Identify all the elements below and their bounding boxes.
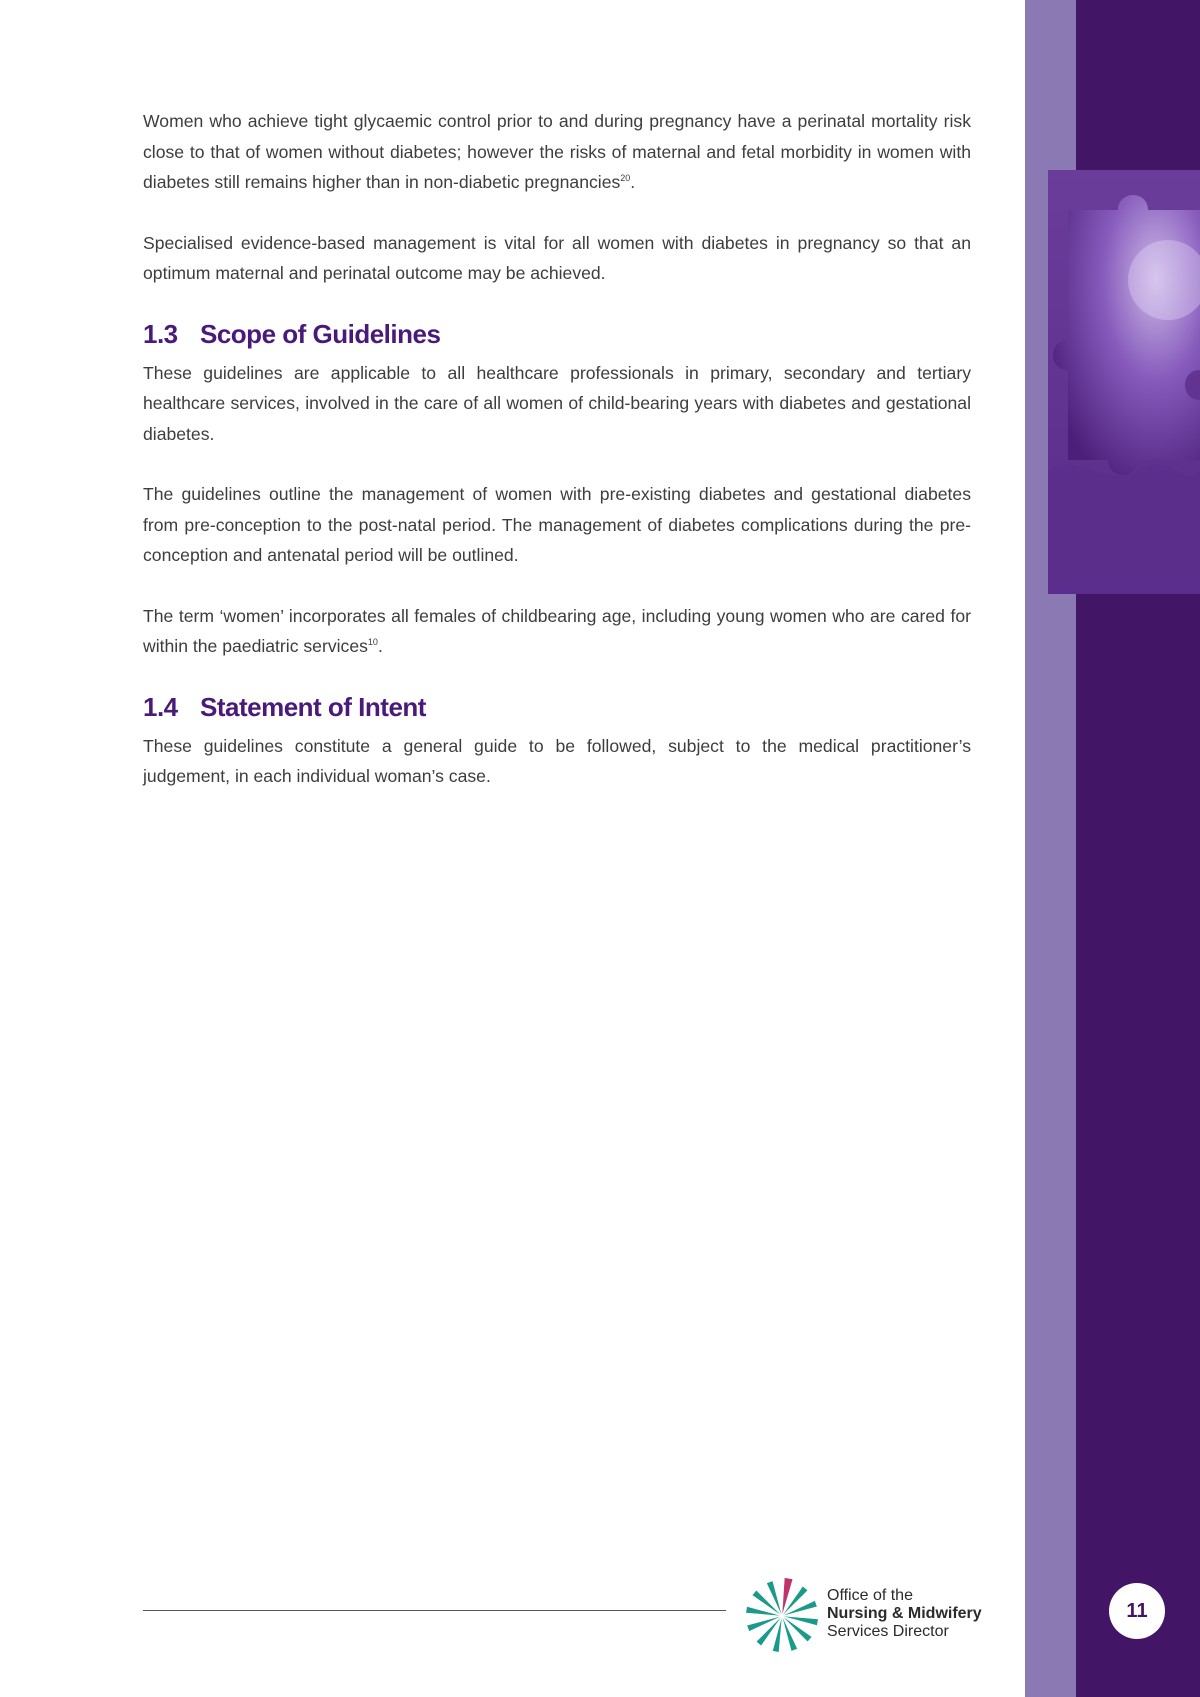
section-heading-scope: 1.3 Scope of Guidelines: [143, 318, 441, 349]
section-heading-intent: 1.4 Statement of Intent: [143, 691, 426, 722]
starburst-logo-icon: [742, 1576, 830, 1656]
scope-paragraph-3: The term ‘women’ incorporates all females of childbearing age, including young women who are cared for within the paediatric services$^{10}$.: [143, 605, 971, 656]
intro-paragraph-1: Women who achieve tight glycaemic control prior to and during pregnancy have a perinatal mortality risk close to that of women without diabetes; however the risks of maternal and fetal morbidity in women with diabetes still remains higher than in non-diabetic pregnancies$^{20}$.: [143, 111, 971, 192]
page-number: 11: [1109, 1583, 1165, 1639]
scope-paragraph-2: The guidelines outline the management of women with pre-existing diabetes and gestational diabetes from pre-conception to the post-natal period. The management of diabetes complications during the pre-conception and antenatal period will be outlined.: [143, 484, 971, 565]
organisation-logo-text: Office of the Nursing & Midwifery Services Director: [827, 1587, 982, 1640]
intent-paragraph-1: These guidelines constitute a general guide to be followed, subject to the medical practitioner’s judgement, in each individual woman’s case.: [143, 735, 971, 786]
footer-divider: [143, 1610, 726, 1611]
main-content: [143, 106, 971, 822]
scope-paragraph-1: These guidelines are applicable to all healthcare professionals in primary, secondary and tertiary healthcare services, involved in the care of all women of child-bearing years with diabetes and gestational diabetes.: [143, 362, 971, 444]
intro-paragraph-2: Specialised evidence-based management is vital for all women with diabetes in pregnancy so that an optimum maternal and perinatal outcome may be achieved.: [143, 232, 971, 283]
puzzle-image: [1048, 170, 1200, 594]
